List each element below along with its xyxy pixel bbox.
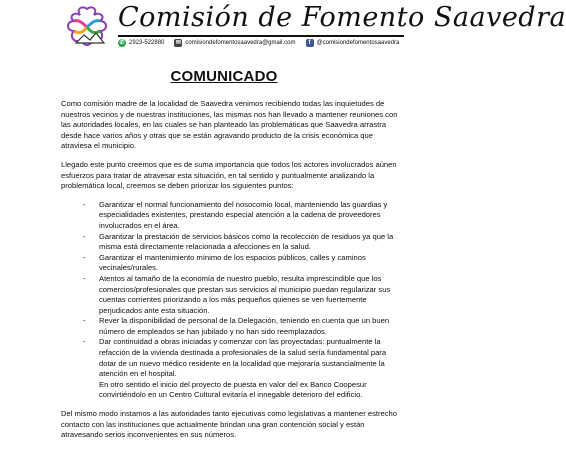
- bullet-dash: -: [83, 199, 86, 209]
- list-item: - Garantizar el normal funcionamiento del nosocomio local, manteniendo las guardias y especialidades existentes, prestando especial atención a la cadena de proveedores involucrados en el área.: [83, 199, 388, 230]
- bullet-dash: -: [83, 252, 86, 262]
- list-item: - Rever la disponibilidad de personal de la Delegación, teniendo en cuenta que un buen número de empleados se han jubilado y no han sido reemplazados.: [83, 316, 390, 336]
- email-address: comisiondefomentosaavedra@gmail.com: [185, 40, 296, 46]
- document-body: [61, 99, 401, 449]
- whatsapp-icon: ✆: [119, 40, 125, 46]
- bullet-dash: -: [83, 231, 86, 241]
- logo: [60, 5, 114, 51]
- brand-name: Comisión de Fomento Saavedra: [118, 2, 566, 33]
- phone-number: 2923-522880: [129, 40, 165, 46]
- list-item: - Dar continuidad a obras iniciadas y comenzar con las proyectadas: puntualmente la refacción de la vivienda destinada a profesionales de la salud sería fundamental para dotar de un nuevo médico residente en la localidad que mejoraría sustancialmente la atención en el hospital.: [83, 337, 387, 379]
- contact-bar: [118, 39, 399, 47]
- bullet-dash: -: [83, 273, 86, 283]
- list-item: - Garantizar el mantenimiento mínimo de los espacios públicos, calles y caminos vecinales/rurales.: [83, 252, 366, 273]
- email-icon: ✉: [175, 40, 181, 46]
- phone-contact: [118, 39, 164, 47]
- list-item-continuation: En otro sentido el inicio del proyecto de puesta en valor del ex Banco Coopesur convirtiéndolo en un Centro Cultural evitaría el innegable deterioro del edificio.: [99, 379, 367, 400]
- list-item: - Atentos al tamaño de la economía de nuestro pueblo, resulta imprescindible que los comercios/profesionales que prestan sus servicios al municipio puedan regularizar sus cuentas corrientes priorizando a los más pequeños quienes se ven fuertemente perjudicados ante esta situación.: [83, 273, 391, 315]
- bullet-dash: -: [83, 337, 86, 347]
- email-contact: [174, 39, 295, 47]
- paragraph-priorities: Llegado este punto creemos que es de suma importancia que todos los actores involucrados aúnen esfuerzos para tratar de atravesar esta situación, en tal sentido y puntualmente analizando la problemática local, creemos se deben priorizar los siguientes puntos:: [61, 159, 397, 191]
- brand-underline: [118, 35, 404, 37]
- facebook-icon: f: [306, 39, 314, 47]
- list-item: - Garantizar la prestación de servicios básicos como la recolección de residuos ya que la misma está directamente relacionada a afecciones en la salud.: [83, 231, 394, 252]
- social-contact: [306, 39, 400, 47]
- social-handle: @comisiondefomentosaavedra: [316, 40, 400, 46]
- paragraph-closing: Del mismo modo instamos a las autoridades tanto ejecutivas como legislativas a mantener estrecho contacto con las instituciones que actualmente brindan una gran contención social y están atravesando serios inconvenientes en sus números.: [61, 409, 397, 440]
- paragraph-intro: Como comisión madre de la localidad de Saavedra venimos recibiendo todas las inquietudes de nuestros vecinos y de nuestras instituciones, las mismas nos han llevado a mantener reuniones con las autoridades locales, en las cuales se han planteado las problemáticas que Saavedra arrastra desde hace varios años y otras que se están agravando producto de la crisis económica que atraviesa el municipio.: [61, 99, 398, 151]
- priority-list: [83, 200, 401, 380]
- letterhead: [0, 0, 566, 56]
- bullet-dash: -: [83, 316, 86, 326]
- document-title: COMUNICADO: [170, 68, 278, 85]
